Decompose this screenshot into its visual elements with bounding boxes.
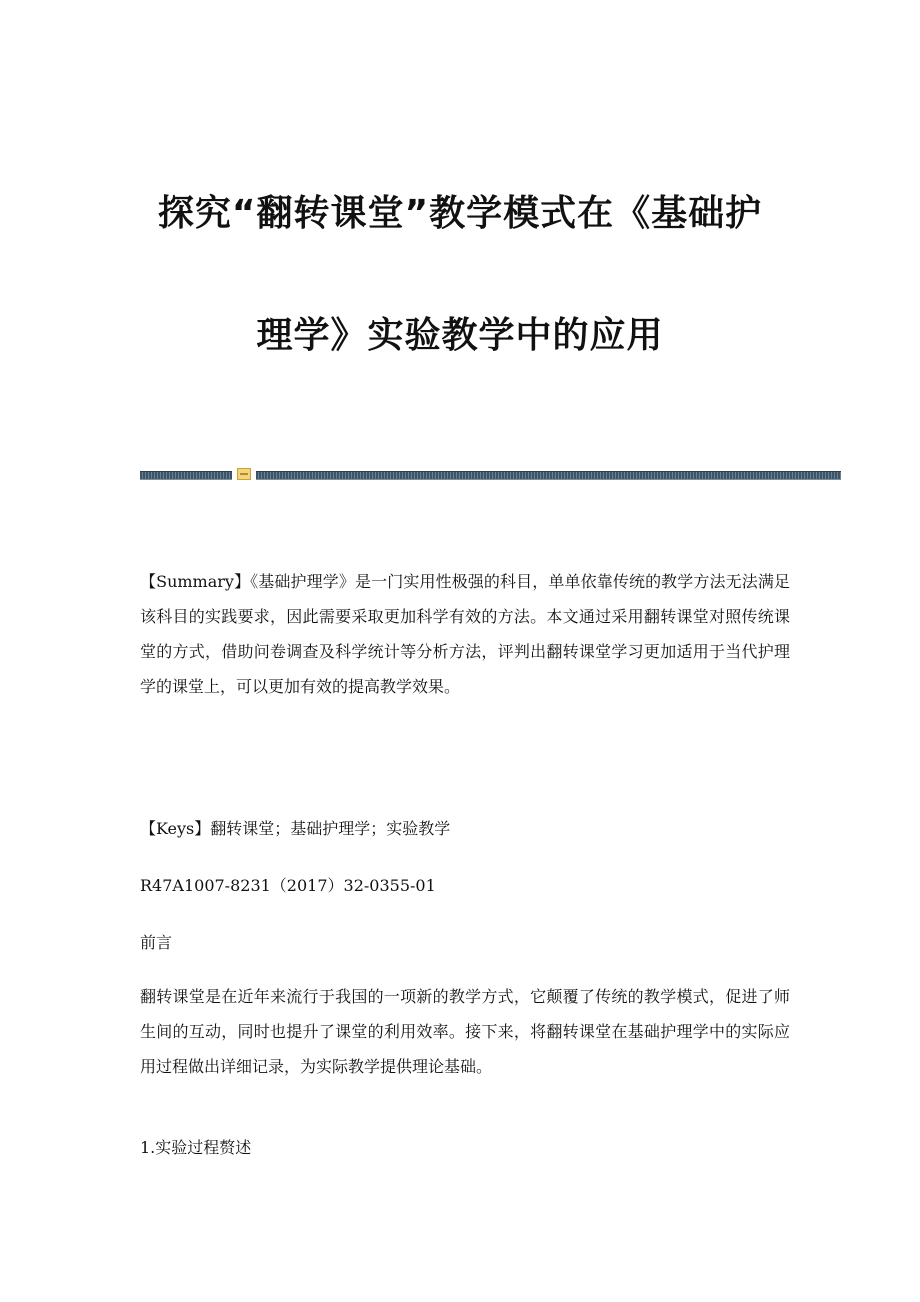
divider-bar-right bbox=[256, 471, 841, 480]
section-1-heading-text: 1.实验过程赘述 bbox=[140, 1138, 252, 1157]
summary-paragraph bbox=[140, 564, 790, 704]
preface-heading-text: 前言 bbox=[140, 933, 173, 952]
preface-body-text: 翻转课堂是在近年来流行于我国的一项新的教学方式，它颠覆了传统的教学模式，促进了师生间的互动，同时也提升了课堂的利用效率。接下来，将翻转课堂在基础护理学中的实际应用过程做出详细记录，为实际教学提供理论基础。 bbox=[140, 987, 790, 1076]
keywords-paragraph bbox=[140, 811, 790, 846]
preface-heading bbox=[140, 925, 790, 960]
divider-ornament-icon bbox=[237, 468, 251, 480]
summary-text: 【Summary】《基础护理学》是一门实用性极强的科目，单单依靠传统的教学方法无法满足该科目的实践要求，因此需要采取更加科学有效的方法。本文通过采用翻转课堂对照传统课堂的方式，借助问卷调查及科学统计等分析方法，评判出翻转课堂学习更加适用于当代护理学的课堂上，可以更加有效的提高教学效果。 bbox=[140, 572, 790, 696]
divider-bar-left bbox=[140, 471, 232, 480]
classification-code-text: R47A1007-8231（2017）32-0355-01 bbox=[140, 876, 436, 895]
title-divider bbox=[140, 468, 841, 480]
classification-code bbox=[140, 868, 790, 903]
title-line-2: 理学》实验教学中的应用 bbox=[256, 315, 664, 356]
keywords-text: 【Keys】翻转课堂；基础护理学；实验教学 bbox=[140, 819, 451, 838]
title-line-1: 探究“翻转课堂”教学模式在《基础护 bbox=[157, 193, 763, 234]
section-1-heading bbox=[140, 1130, 790, 1165]
preface-body bbox=[140, 979, 790, 1084]
